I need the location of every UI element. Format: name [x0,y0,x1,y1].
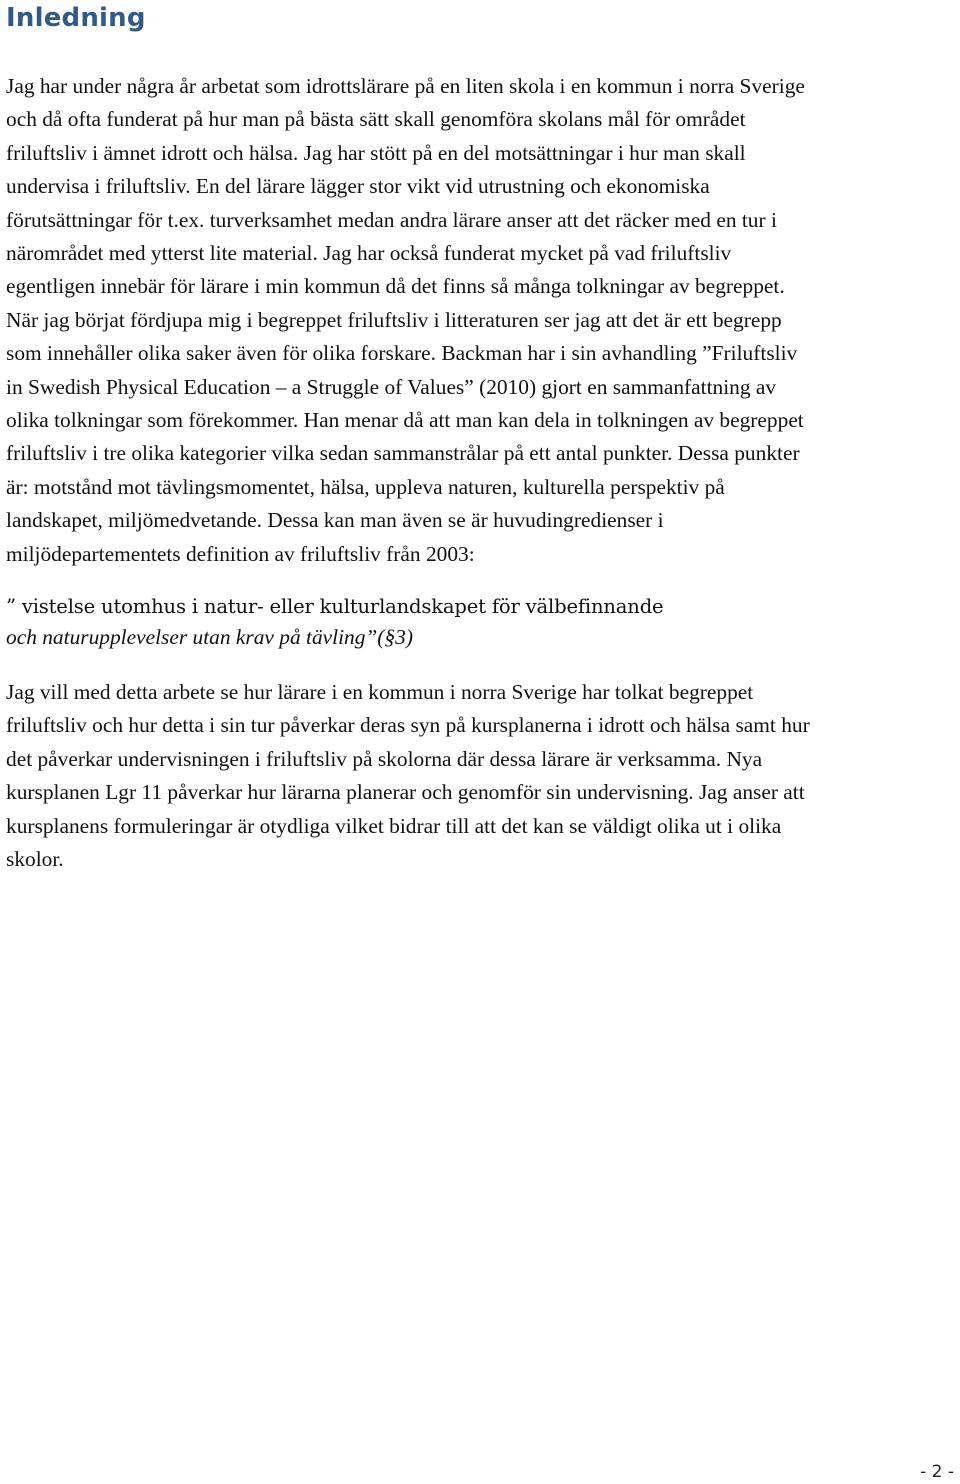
definition-quote [6,592,956,652]
intro-paragraph: Jag har under några år arbetat som idrottslärare på en liten skola i en kommun i norra Sverige och då ofta funderat på hur man på bästa sätt skall genomföra skolans mål för området friluftsliv i ämnet idrott och hälsa. Jag har stött på en del motsättningar i hur man skall undervisa i friluftsliv. En del lärare lägger stor vikt vid utrustning och ekonomiska förutsättningar för t.ex. turverksamhet medan andra lärare anser att det räcker med en tur i närområdet med ytterst lite material. Jag har också funderat mycket på vad friluftsliv egentligen innebär för lärare i min kommun då det finns så många tolkningar av begreppet. När jag börjat fördjupa mig i begreppet friluftsliv i litteraturen ser jag att det är ett begrepp som innehåller olika saker även för olika forskare. Backman har i sin avhandling ”Friluftsliv in Swedish Physical Education – a Struggle of Values” (2010) gjort en sammanfattning av olika tolkningar som förekommer. Han menar då att man kan dela in tolkningen av begreppet friluftsliv i tre olika kategorier vilka sedan sammanstrålar på ett antal punkter. Dessa punkter är: motstånd mot tävlingsmomentet, hälsa, uppleva naturen, kulturella perspektiv på landskapet, miljömedvetande. Dessa kan man även se är huvudingredienser i miljödepartementets definition av friluftsliv från 2003: [6,74,805,566]
page-number: - 2 - [920,1462,954,1482]
aim-paragraph: Jag vill med detta arbete se hur lärare i en kommun i norra Sverige har tolkat begreppet friluftsliv och hur detta i sin tur påverkar deras syn på kursplanerna i idrott och hälsa samt hur det påverkar undervisningen i friluftsliv på skolorna där dessa lärare är verksamma. Nya kursplanen Lgr 11 påverkar hur lärarna planerar och genomför sin undervisning. Jag anser att kursplanens formuleringar är otydliga vilket bidrar till att det kan se väldigt olika ut i olika skolor. [6,680,810,872]
quote-line-1: ” vistelse utomhus i natur- eller kulturlandskapet för välbefinnande [6,595,664,618]
quote-line-2: och naturupplevelser utan krav på tävling”(§3) [6,625,413,649]
page-title: Inledning [6,3,146,33]
